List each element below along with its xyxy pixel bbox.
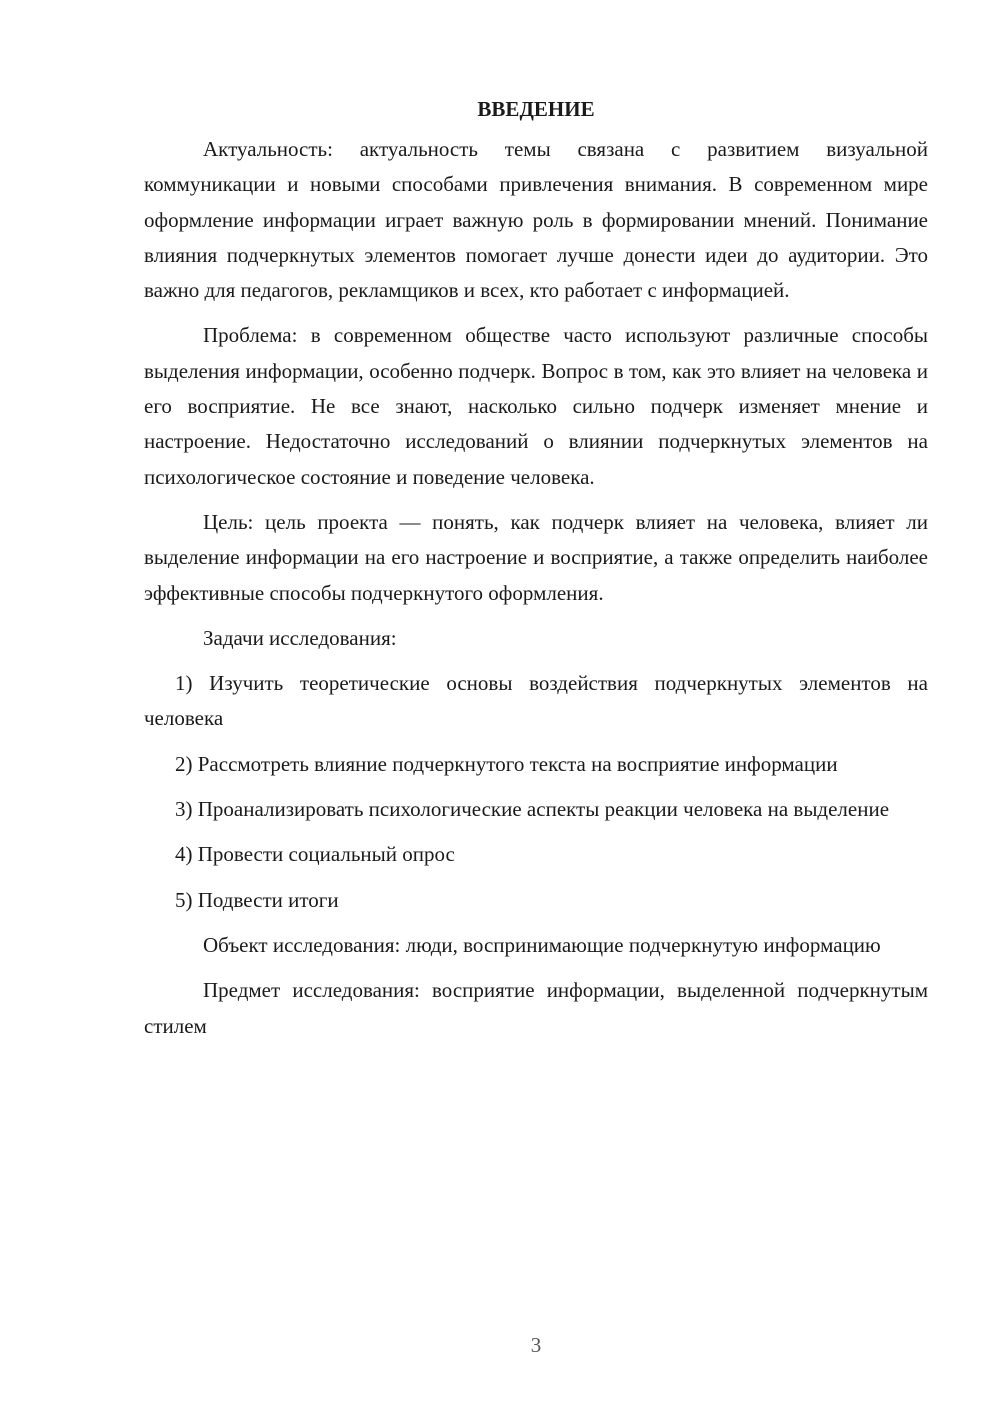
task-item-1: 1) Изучить теоретические основы воздействия подчеркнутых элементов на человека <box>144 671 928 731</box>
paragraph-problem: Проблема: в современном обществе часто используют различные способы выделения информации, особенно подчерк. Вопрос в том, как это влияет на человека и его восприятие. Не все знают, насколько сильно подчерк изменяет мнение и настроение. Недостаточно исследований о влиянии подчеркнутых элементов на психологическое состояние и поведение человека. <box>144 323 928 489</box>
task-item-5: 5) Подвести итоги <box>175 887 339 912</box>
document-page <box>144 92 928 1054</box>
paragraph-subject: Предмет исследования: восприятие информации, выделенной подчеркнутым стилем <box>144 978 928 1038</box>
task-item-3: 3) Проанализировать психологические аспекты реакции человека на выделение <box>175 797 890 822</box>
task-item-2: 2) Рассмотреть влияние подчеркнутого текста на восприятие информации <box>175 751 838 776</box>
paragraph-object: Объект исследования: люди, воспринимающие подчеркнутую информацию <box>203 932 881 957</box>
task-item-4: 4) Провести социальный опрос <box>175 842 455 867</box>
paragraph-goal: Цель: цель проекта — понять, как подчерк влияет на человека, влияет ли выделение информации на его настроение и восприятие, а также определить наиболее эффективные способы подчеркнутого оформления. <box>144 509 928 605</box>
paragraph-relevance: Актуальность: актуальность темы связана с развитием визуальной коммуникации и новыми способами привлечения внимания. В современном мире оформление информации играет важную роль в формировании мнений. Понимание влияния подчеркнутых элементов помогает лучше донести идеи до аудитории. Это важно для педагогов, рекламщиков и всех, кто работает с информацией. <box>144 137 928 303</box>
page-title: ВВЕДЕНИЕ <box>477 97 595 121</box>
page-number: 3 <box>530 1333 542 1357</box>
tasks-heading: Задачи исследования: <box>203 625 397 650</box>
